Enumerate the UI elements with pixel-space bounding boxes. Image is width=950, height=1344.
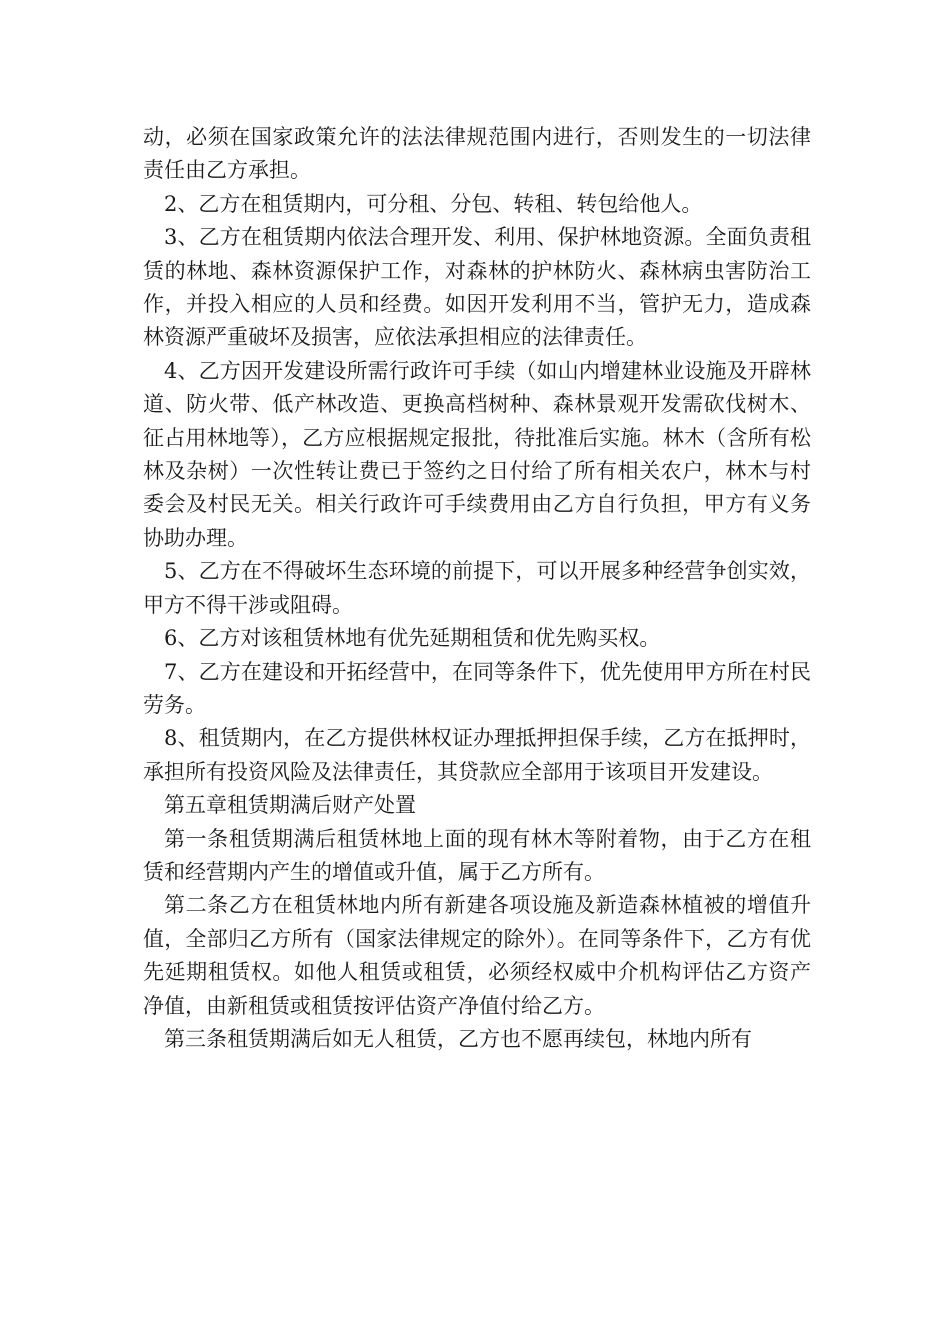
paragraph-clause-2: 2、乙方在租赁期内，可分租、分包、转租、转包给他人。 <box>164 191 703 216</box>
paragraph-article-1: 第一条租赁期满后租赁林地上面的现有林木等附着物，由于乙方在租赁和经营期内产生的增值或升值，属于乙方所有。 <box>143 826 811 884</box>
document-body <box>143 121 811 1056</box>
paragraph-article-3: 第三条租赁期满后如无人租赁，乙方也不愿再续包，林地内所有 <box>164 1026 752 1051</box>
paragraph-clause-3: 3、乙方在租赁期内依法合理开发、利用、保护林地资源。全面负责租赁的林地、森林资源保护工作，对森林的护林防火、森林病虫害防治工作，并投入相应的人员和经费。如因开发利用不当，管护无力，造成森林资源严重破坏及损害，应依法承担相应的法律责任。 <box>143 225 811 350</box>
paragraph-article-2: 第二条乙方在租赁林地内所有新建各项设施及新造森林植被的增值升值，全部归乙方所有（国家法律规定的除外）。在同等条件下，乙方有优先延期租赁权。如他人租赁或租赁，必须经权威中介机构评估乙方资产净值，由新租赁或租赁按评估资产净值付给乙方。 <box>143 893 811 1018</box>
paragraph-clause-6: 6、乙方对该租赁林地有优先延期租赁和优先购买权。 <box>164 626 661 651</box>
paragraph-continuation: 动，必须在国家政策允许的法法律规范围内进行，否则发生的一切法律责任由乙方承担。 <box>143 125 811 183</box>
paragraph-clause-4: 4、乙方因开发建设所需行政许可手续（如山内增建林业设施及开辟林道、防火带、低产林改造、更换高档树种、森林景观开发需砍伐树木、征占用林地等），乙方应根据规定报批，待批准后实施。林木（含所有松林及杂树）一次性转让费已于签约之日付给了所有相关农户，林木与村委会及村民无关。相关行政许可手续费用由乙方自行负担，甲方有义务协助办理。 <box>143 358 811 550</box>
chapter-heading: 第五章租赁期满后财产处置 <box>164 793 416 818</box>
paragraph-clause-5: 5、乙方在不得破坏生态环境的前提下，可以开展多种经营争创实效，甲方不得干涉或阻碍。 <box>143 559 811 617</box>
paragraph-clause-8: 8、租赁期内，在乙方提供林权证办理抵押担保手续，乙方在抵押时，承担所有投资风险及法律责任，其贷款应全部用于该项目开发建设。 <box>143 726 811 784</box>
paragraph-clause-7: 7、乙方在建设和开拓经营中，在同等条件下，优先使用甲方所在村民劳务。 <box>143 659 811 717</box>
